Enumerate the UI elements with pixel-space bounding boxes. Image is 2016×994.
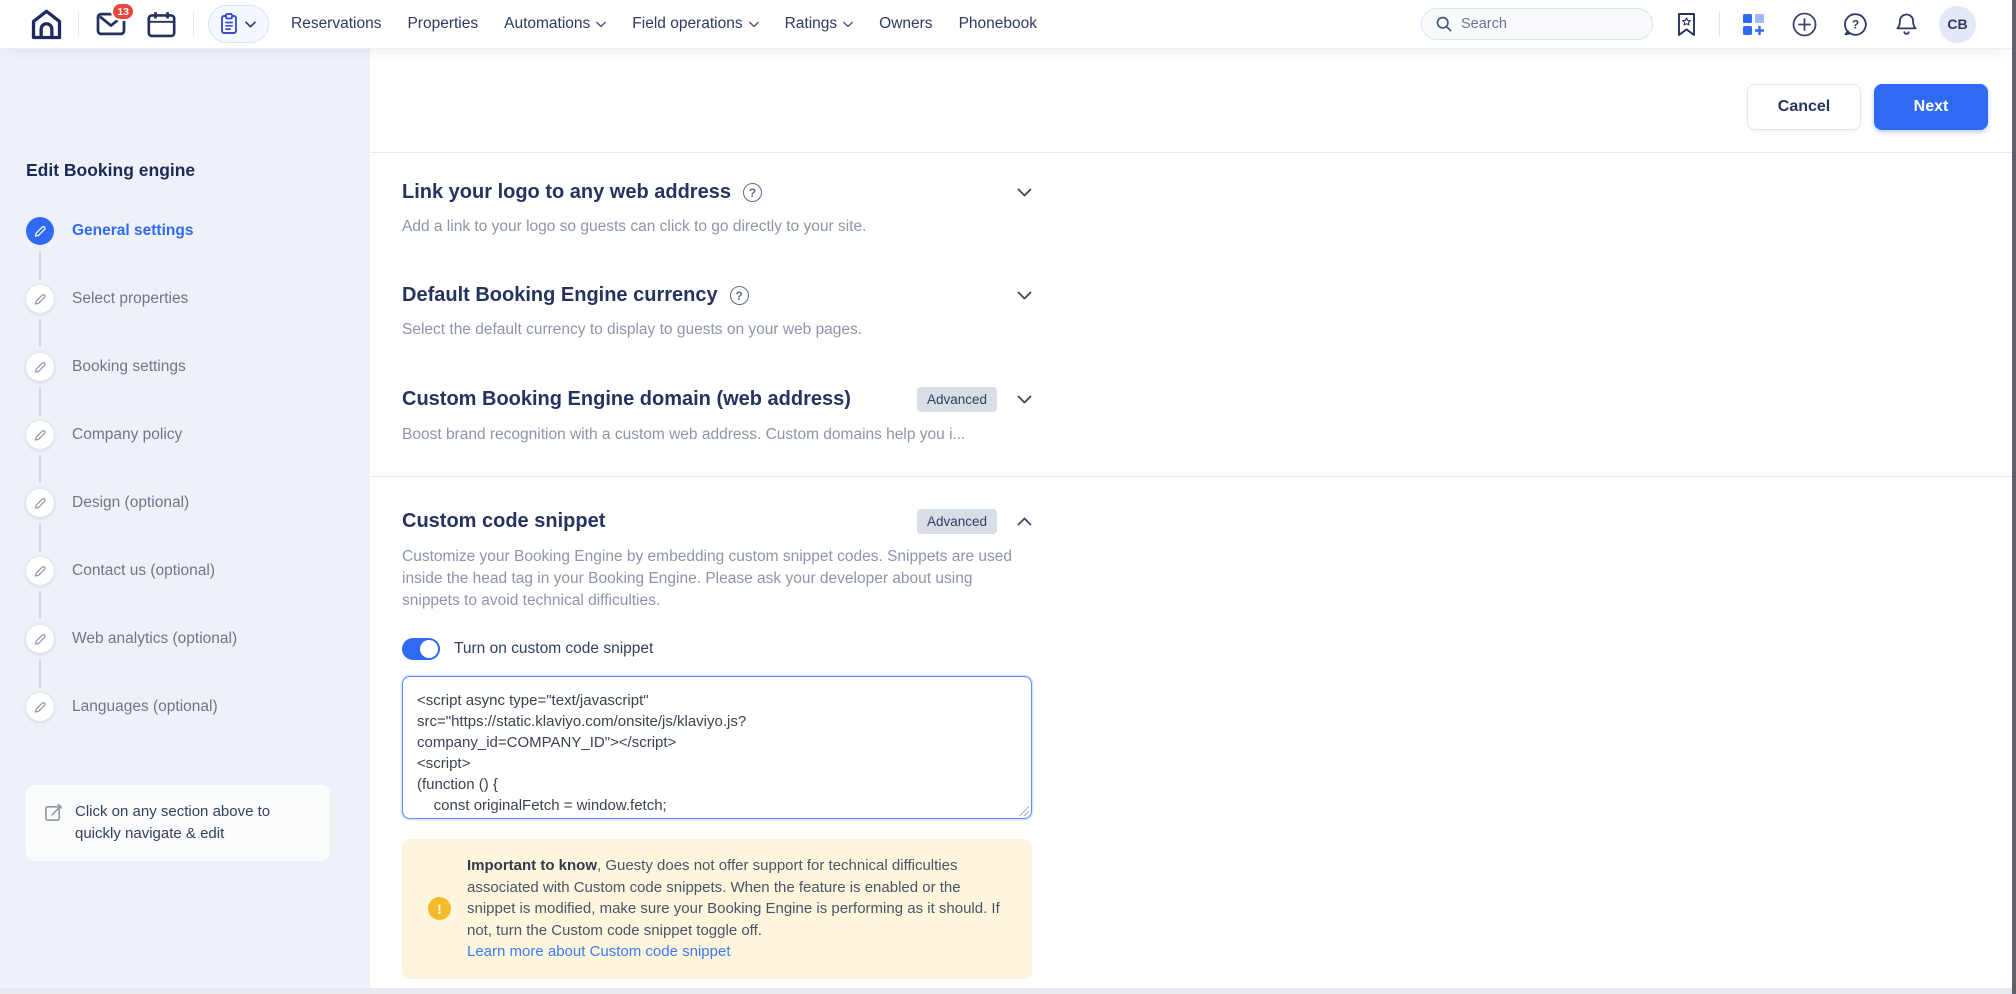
nav-item-owners[interactable]: Owners [879,15,933,32]
help-button[interactable] [1837,6,1873,42]
nav-item-phonebook[interactable]: Phonebook [958,15,1037,32]
chevron-up-icon[interactable] [1017,517,1032,526]
sidebar-item-contact-us[interactable]: Contact us (optional) [26,557,370,585]
notification-badge: 13 [111,2,135,21]
pencil-icon [26,625,54,653]
toggle-label: Turn on custom code snippet [454,640,654,657]
chevron-down-icon [245,21,256,28]
user-avatar[interactable]: CB [1939,6,1976,43]
saved-views-button[interactable] [1668,6,1704,42]
section-title: Custom code snippet [402,510,606,532]
help-icon[interactable]: ? [743,183,762,202]
toggle-knob [420,640,438,658]
nav-divider [193,11,194,37]
resize-handle-icon[interactable] [1019,806,1029,816]
task-list-menu-button[interactable] [208,5,269,43]
advanced-badge: Advanced [917,387,997,412]
section-title: Custom Booking Engine domain (web address) [402,388,851,410]
pencil-icon [26,557,54,585]
apps-marketplace-button[interactable] [1735,6,1771,42]
sidebar-item-company-policy[interactable]: Company policy [26,421,370,449]
section-description: Customize your Booking Engine by embedding custom snippet codes. Snippets are used inside the head tag in your Booking Engine. Please ask your developer about using snippets to avoid technical difficulties. [402,548,1013,609]
nav-item-properties[interactable]: Properties [407,15,479,32]
section-link-logo [402,181,1032,238]
svg-text:?: ? [1851,17,1859,32]
global-search [1421,8,1653,40]
warning-text: Important to know, Guesty does not offer support for technical difficulties associated with Custom code snippets. When the feature is enabled or the snippet is modified, make sure your Booking Engine is performing as it should. If not, turn the Custom code snippet toggle off. Learn more about Custom code snippet [467,857,1000,960]
pencil-icon [26,489,54,517]
warning-bold-text: Important to know [467,857,597,874]
section-description: Add a link to your logo so guests can click to go directly to your site. [402,218,867,235]
chevron-down-icon[interactable] [1017,291,1032,300]
sidebar-item-general-settings[interactable]: General settings [26,217,370,245]
section-title: Default Booking Engine currency [402,284,718,306]
help-bubble-icon [1843,12,1868,37]
home-icon [30,8,63,41]
sidebar-note [26,785,330,861]
sidebar-item-booking-settings[interactable]: Booking settings [26,353,370,381]
pencil-icon [26,693,54,721]
sidebar-item-languages[interactable]: Languages (optional) [26,693,370,721]
action-bar [370,48,2016,130]
bottom-strip [0,988,2016,994]
warning-icon: ! [428,897,451,920]
section-custom-code-snippet [402,509,1032,979]
sidebar-item-web-analytics[interactable]: Web analytics (optional) [26,625,370,653]
pencil-icon [26,285,54,313]
bell-icon [1895,12,1918,37]
nav-item-field-operations[interactable]: Field operations [632,15,758,33]
section-description: Boost brand recognition with a custom web address. Custom domains help you i... [402,426,966,443]
calendar-icon [147,11,176,38]
learn-more-link[interactable]: Learn more about Custom code snippet [467,943,731,960]
chevron-down-icon[interactable] [1017,395,1032,404]
help-icon[interactable]: ? [730,286,749,305]
calendar-button[interactable] [143,6,179,42]
pencil-icon [26,421,54,449]
custom-code-toggle[interactable] [402,638,440,660]
nav-item-ratings[interactable]: Ratings [785,15,854,33]
chevron-down-icon[interactable] [1017,188,1032,197]
pencil-icon [26,353,54,381]
nav-divider [1719,11,1720,37]
chevron-down-icon [749,21,759,28]
advanced-badge: Advanced [917,509,997,534]
sidebar-note-text: Click on any section above to quickly navigate & edit [75,803,271,842]
edit-booking-engine-sidebar [0,48,370,988]
pencil-icon [26,217,54,245]
sidebar-title: Edit Booking engine [26,160,196,180]
apps-grid-icon [1743,14,1764,35]
home-logo[interactable] [28,6,64,42]
section-description: Select the default currency to display to guests on your web pages. [402,321,863,338]
section-title: Link your logo to any web address [402,181,731,203]
cancel-button[interactable]: Cancel [1747,84,1861,130]
notifications-button[interactable] [1888,6,1924,42]
chevron-down-icon [843,21,853,28]
nav-divider [78,11,79,37]
custom-code-textarea[interactable] [402,676,1032,819]
chevron-down-icon [596,21,606,28]
clipboard-icon [219,13,239,35]
sidebar-item-select-properties[interactable]: Select properties [26,285,370,313]
nav-item-reservations[interactable]: Reservations [291,15,382,32]
inbox-button[interactable] [93,6,129,42]
page-scrollbar[interactable] [2012,0,2016,994]
section-default-currency [402,284,1032,341]
plus-circle-icon [1792,12,1817,37]
section-custom-domain [402,387,1032,446]
steps-list [26,217,370,721]
search-icon [1436,16,1452,32]
main-panel [370,48,2016,988]
search-input[interactable] [1461,16,1621,32]
section-divider [370,476,2016,477]
section-divider [370,152,2016,153]
sidebar-item-design[interactable]: Design (optional) [26,489,370,517]
nav-item-automations[interactable]: Automations [504,15,606,33]
main-menu [291,15,1037,33]
bookmark-star-icon [1676,12,1697,37]
warning-banner [402,839,1032,979]
next-button[interactable]: Next [1874,84,1988,130]
create-new-button[interactable] [1786,6,1822,42]
edit-note-icon [44,803,63,845]
top-navigation-bar [0,0,2016,48]
